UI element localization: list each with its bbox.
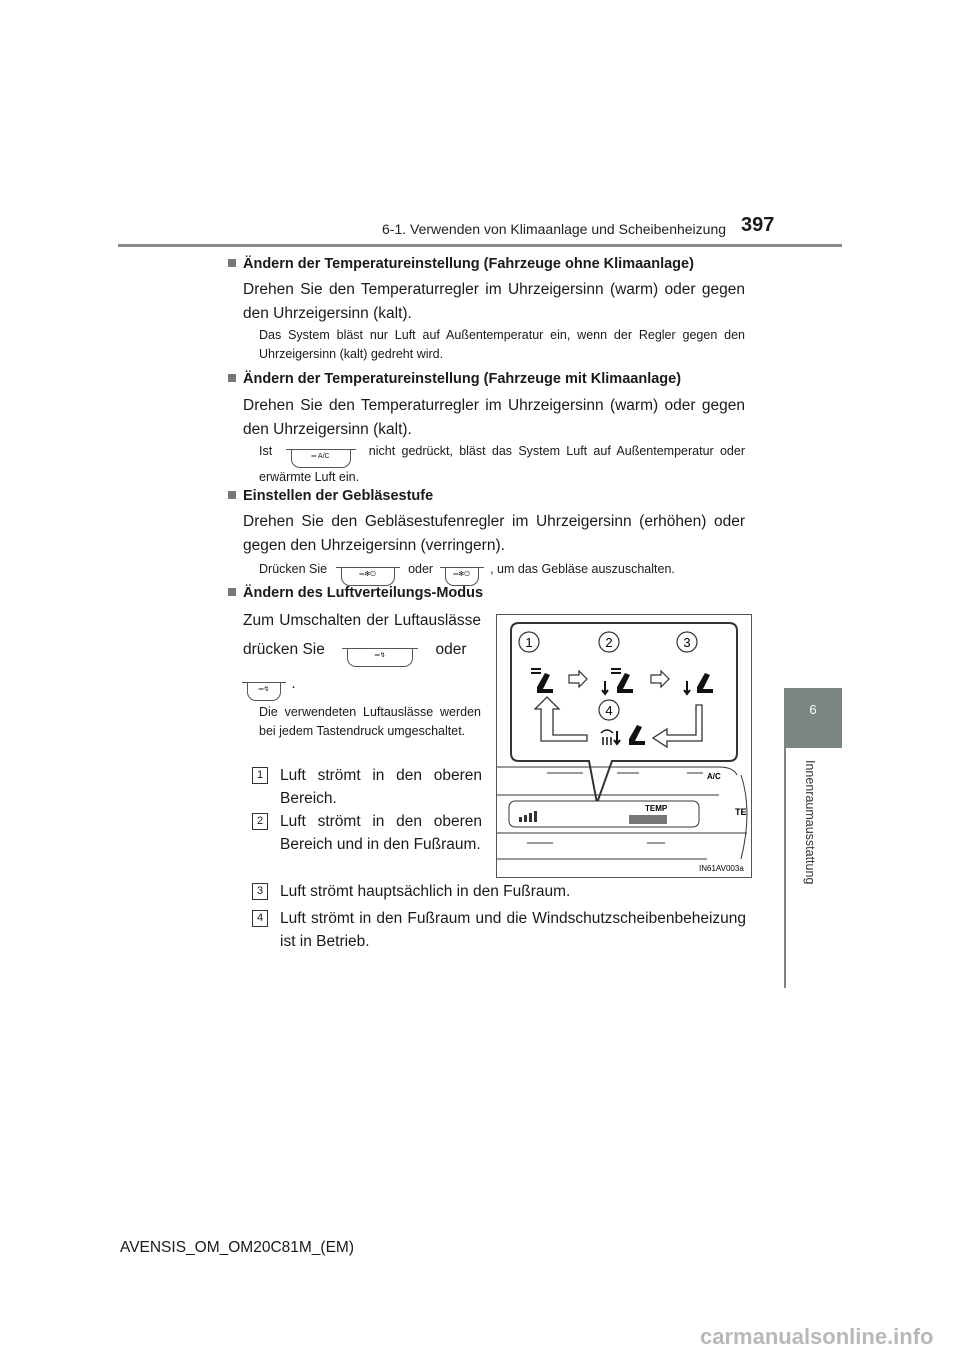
section-4-title: Ändern des Luftverteilungs-Modus <box>228 585 498 601</box>
list-item-3 <box>252 880 748 906</box>
section-header: 6-1. Verwenden von Klimaanlage und Scheibenheizung <box>382 221 727 237</box>
bullet-square-icon <box>228 588 236 596</box>
climate-panel-figure <box>496 614 752 878</box>
section-3 <box>228 488 748 504</box>
page-number: 397 <box>741 214 775 236</box>
list-item-text: Luft strömt hauptsächlich in den Fußraum. <box>280 883 571 900</box>
section-4-body-line3: ═↯ . <box>243 672 481 701</box>
section-1-title: Ändern der Temperatureinstellung (Fahrzeuge ohne Klimaanlage) <box>228 256 748 272</box>
airflow-diagram <box>497 615 751 877</box>
header-rule <box>118 244 842 247</box>
chapter-label <box>800 760 820 988</box>
list-number-badge: 4 <box>252 910 268 927</box>
list-item-1 <box>252 764 482 814</box>
list-item-text: Luft strömt in den oberen Bereich. <box>280 767 482 807</box>
list-item-4 <box>252 907 748 957</box>
list-item-text: Luft strömt in den Fußraum und die Windschutzscheibenbeheizung ist in Betrieb. <box>280 910 746 950</box>
bullet-square-icon <box>228 259 236 267</box>
list-number-badge: 2 <box>252 813 268 830</box>
ac-button-icon: ═ A/C <box>291 450 351 468</box>
panel-te-label: TE <box>735 807 747 817</box>
list-item-2 <box>252 810 482 860</box>
watermark: carmanualsonline.info <box>700 1324 934 1349</box>
section-3-title: Einstellen der Gebläsestufe <box>228 488 748 504</box>
section-2-title: Ändern der Temperatureinstellung (Fahrzeuge mit Klimaanlage) <box>228 371 748 387</box>
panel-temp-label: TEMP <box>645 804 668 813</box>
chapter-number: 6 <box>809 702 817 717</box>
callout-4-label: 4 <box>605 703 613 718</box>
section-4-body-line1: Zum Umschalten der Luftauslässe <box>243 612 481 629</box>
bullet-square-icon <box>228 374 236 382</box>
list-number-badge: 3 <box>252 883 268 900</box>
section-2-body: Drehen Sie den Temperaturregler im Uhrzeigersinn (warm) oder gegen den Uhrzeigersinn (kalt). <box>243 397 745 438</box>
panel-ac-label: A/C <box>707 772 721 781</box>
chapter-label-text: Innenraumausstattung <box>803 760 817 885</box>
chapter-tab <box>784 688 842 748</box>
section-1-note: Das System bläst nur Luft auf Außentemperatur ein, wenn der Regler gegen den Uhrzeigersinn (kalt) gedreht wird. <box>259 328 745 361</box>
air-mode-button-icon: ═↯ <box>347 649 413 667</box>
section-3-body: Drehen Sie den Gebläsestufenregler im Uhrzeigersinn (erhöhen) oder gegen den Uhrzeigersinn (verringern). <box>243 513 745 554</box>
fan-off-button-icon: ═✻⏻ <box>341 568 395 586</box>
section-3-note: Drücken Sie ═✻⏻ oder ═✻⏻ , um das Gebläse auszuschalten. <box>259 560 745 586</box>
section-2-note: Ist ═ A/C nicht gedrückt, bläst das System Luft auf Außentemperatur oder erwärmte Luft ein. <box>259 444 745 484</box>
figure-code: IN61AV003a <box>699 864 744 873</box>
document-footer: AVENSIS_OM_OM20C81M_(EM) <box>120 1239 354 1256</box>
callout-3-label: 3 <box>683 635 691 650</box>
section-1-body: Drehen Sie den Temperaturregler im Uhrzeigersinn (warm) oder gegen den Uhrzeigersinn (kalt). <box>243 281 745 322</box>
section-4-body-line2: drücken Sie ═↯ oder <box>243 638 481 667</box>
list-number-badge: 1 <box>252 767 268 784</box>
section-4-note: Die verwendeten Luftauslässe werden bei jedem Tastendruck umgeschaltet. <box>259 705 481 738</box>
fan-off-button-icon-small: ═✻⏻ <box>445 568 479 586</box>
callout-2-label: 2 <box>605 635 613 650</box>
temp-bar <box>629 815 667 824</box>
section-2 <box>228 371 748 387</box>
air-mode-button-icon-small: ═↯ <box>247 683 281 701</box>
section-4 <box>228 585 498 601</box>
list-item-text: Luft strömt in den oberen Bereich und in den Fußraum. <box>280 813 482 853</box>
bullet-square-icon <box>228 491 236 499</box>
callout-1-label: 1 <box>525 635 533 650</box>
section-1 <box>228 256 748 272</box>
